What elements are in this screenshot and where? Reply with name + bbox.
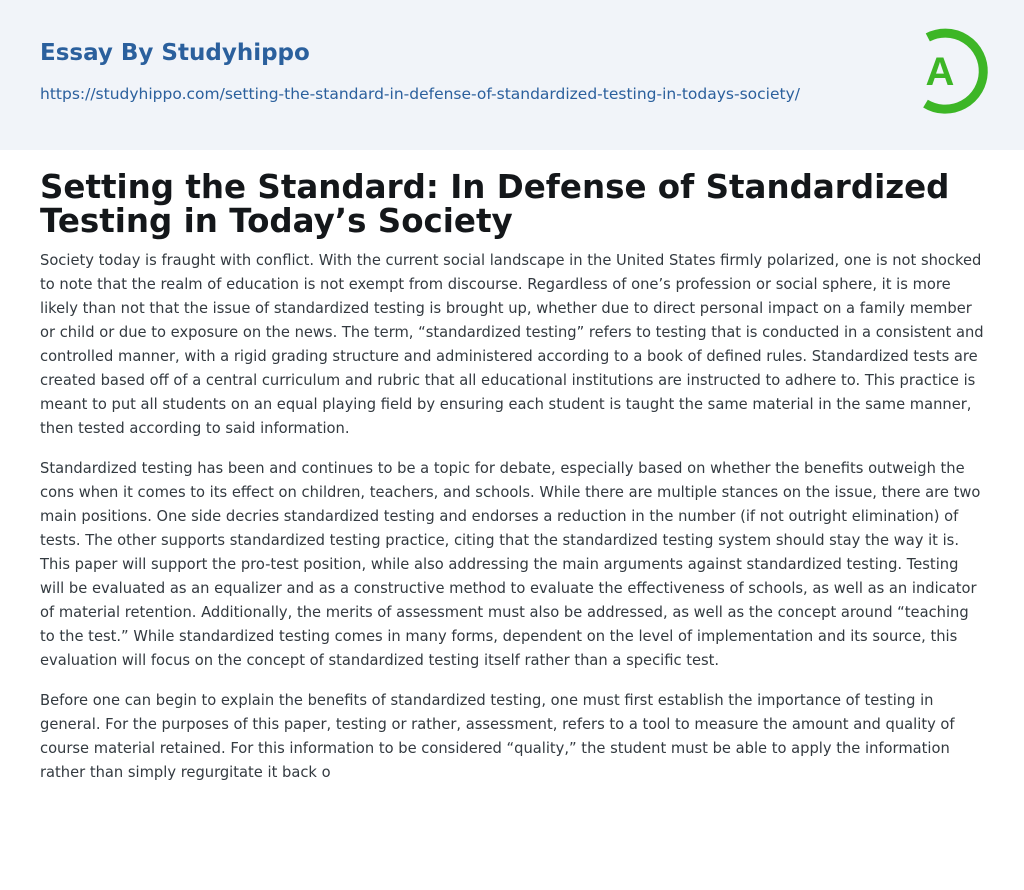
essay-content xyxy=(40,170,984,801)
essay-paragraph-3: Before one can begin to explain the benefits of standardized testing, one must first establish the importance of testing in general. For the purposes of this paper, testing or rather, assessment, refers to a tool to measure the amount and quality of course material retained. For this information to be considered “quality,” the student must be able to apply the information rather than simply regurgitate it back o xyxy=(40,692,955,781)
essay-paragraph-1: Society today is fraught with conflict. With the current social landscape in the United States firmly polarized, one is not shocked to note that the realm of education is not exempt from discourse. Regardless of one’s profession or social sphere, it is more likely than not that the issue of standardized testing is brought up, whether due to direct personal impact on a family member or child or due to exposure on the news. The term, “standardized testing” refers to testing that is conducted in a consistent and controlled manner, with a rigid grading structure and administered according to a book of defined rules. Standardized tests are created based off of a central curriculum and rubric that all educational institutions are instructed to adhere to. This practice is meant to put all students on an equal playing field by ensuring each student is taught the same material in the same manner, then tested according to said information. xyxy=(40,252,984,437)
logo-letter: A xyxy=(925,50,955,94)
logo-mark xyxy=(904,24,994,120)
studyhippo-logo xyxy=(904,24,994,120)
essay-title: Setting the Standard: In Defense of Standardized Testing in Today’s Society xyxy=(40,168,950,240)
essay-url-link[interactable]: https://studyhippo.com/setting-the-standard-in-defense-of-standardized-testing-in-todays-society/ xyxy=(40,85,800,103)
site-header xyxy=(0,0,1024,150)
essay-paragraph-2: Standardized testing has been and continues to be a topic for debate, especially based on whether the benefits outweigh the cons when it comes to its effect on children, teachers, and schools. While there are multiple stances on the issue, there are two main positions. One side decries standardized testing and endorses a reduction in the number (if not outright elimination) of tests. The other supports standardized testing practice, citing that the standardized testing system should stay the way it is. This paper will support the pro-test position, while also addressing the main arguments against standardized testing. Testing will be evaluated as an equalizer and as a constructive method to evaluate the effectiveness of schools, as well as an indicator of material retention. Additionally, the merits of assessment must also be addressed, as well as the concept around “teaching to the test.” While standardized testing comes in many forms, dependent on the level of implementation and its source, this evaluation will focus on the concept of standardized testing itself rather than a specific test. xyxy=(40,460,981,669)
brand-title: Essay By Studyhippo xyxy=(40,40,310,66)
